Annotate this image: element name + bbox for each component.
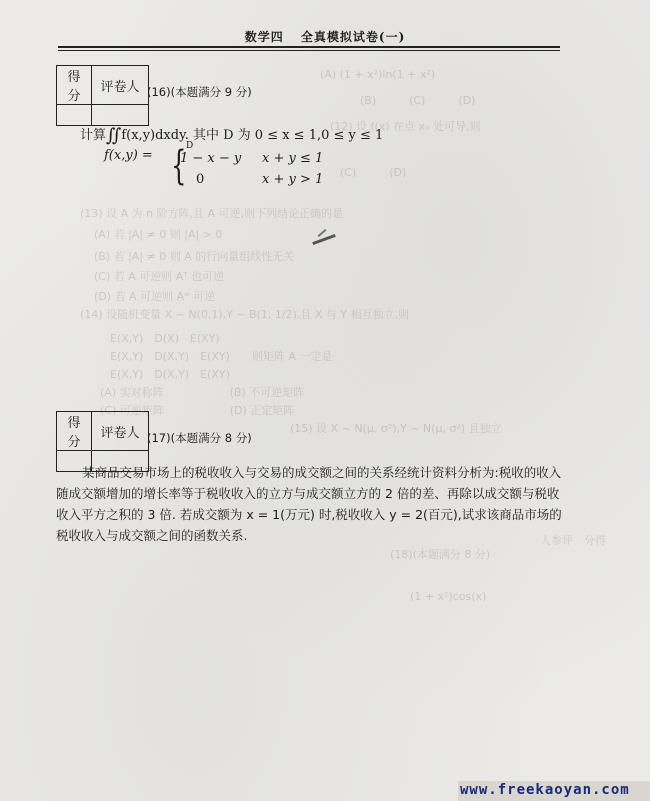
bleed-through-text: (18)(本题满分 8 分) [390,548,491,561]
page-header [0,28,650,45]
q16-domain-sub: D [186,141,194,151]
bleed-through-text: (A) 实对称阵 (B) 不可逆矩阵 [100,386,305,399]
bleed-through-text: (15) 设 X ~ N(μ, σ²),Y ~ N(μ, σ²) 且独立 [290,422,502,435]
q16-integrand: f(x,y)dxdy. 其中 D 为 0 ≤ x ≤ 1,0 ≤ y ≤ 1 [121,128,384,143]
bleed-through-text: (14) 设随机变量 X ~ N(0,1),Y ~ B(1, 1/2),且 X 与 Y 相互独立,则 [80,308,410,321]
bleed-through-text: (D) 若 A 可逆则 A* 可逆 [94,290,216,303]
q16-case1-cond: x + y ≤ 1 [262,151,324,166]
q16-statement [80,123,384,151]
q16-function-lhs: f(x,y) = [104,148,153,163]
bleed-through-text: E(X,Y) D(X) E(XY) [110,332,220,345]
bleed-through-text: (C) 可逆矩阵 (D) 正定矩阵 [100,404,295,417]
bleed-through-text: (A) 若 |A| ≠ 0 则 |A| > 0 [94,228,223,241]
score-header: 得分 [57,66,92,105]
q16-case2-cond: x + y > 1 [262,172,324,187]
bleed-through-text: (13) 设 A 为 n 阶方阵,且 A 可逆,则下列结论正确的是 [80,207,344,220]
q17-body: 某商品交易市场上的税收收入与交易的成交额之间的关系经统计资料分析为:税收的收入随成交额增加的增长率等于税收收入的立方与成交额立方的 2 倍的差、再除以成交额与税收收入平方之积的 3 倍. 若成交额为 x = 1(万元) 时,税收收入 y = 2(百元),试求该商品市场的税收收入与成交额之间的函数关系. [56,465,562,543]
grader-header: 评卷人 [92,412,149,451]
q16-case1-expr: 1 − x − y [180,151,242,166]
header-rule-thin [58,50,560,51]
double-integral-icon: ∬ [106,125,122,146]
score-table-q16 [56,65,149,126]
bleed-through-text: (A) (1 + x²)ln(1 + x²) [320,68,436,81]
pen-mark [318,229,327,237]
bleed-through-text: 人参评 分得 [540,534,606,547]
q16-calc-prefix: 计算 [80,128,107,143]
bleed-through-text: (C) (D) [340,166,407,179]
header-subject: 数学四 [244,30,284,44]
bleed-through-text: (B) 若 |A| ≠ 0 则 A 的行向量组线性无关 [94,250,295,263]
bleed-through-text: E(X,Y) D(X,Y) E(XY) [110,368,230,381]
footer-url[interactable]: www.freekaoyan.com [460,782,630,798]
left-brace-icon: { [171,143,187,189]
q16-case2-expr: 0 [196,172,205,187]
bleed-through-text: (C) 若 A 可逆则 Aᵀ 也可逆 [94,270,225,283]
bleed-through-text: (B) (C) (D) [360,94,476,107]
pen-mark [312,234,336,245]
score-header: 得分 [57,412,92,451]
q16-heading: (16)(本题满分 9 分) [147,85,252,99]
bleed-through-text: (12) 设 f(x) 在点 x₀ 处可导,则 [330,120,481,133]
grader-header: 评卷人 [92,66,149,105]
bleed-through-text: (1 + x²)cos(x) [410,590,487,603]
header-title: 全真模拟试卷(一) [300,30,406,44]
header-rule [58,46,560,48]
q17-heading: (17)(本题满分 8 分) [147,431,252,445]
bleed-through-text: E(X,Y) D(X,Y) E(XY) 则矩阵 A 一定是 [110,350,333,363]
